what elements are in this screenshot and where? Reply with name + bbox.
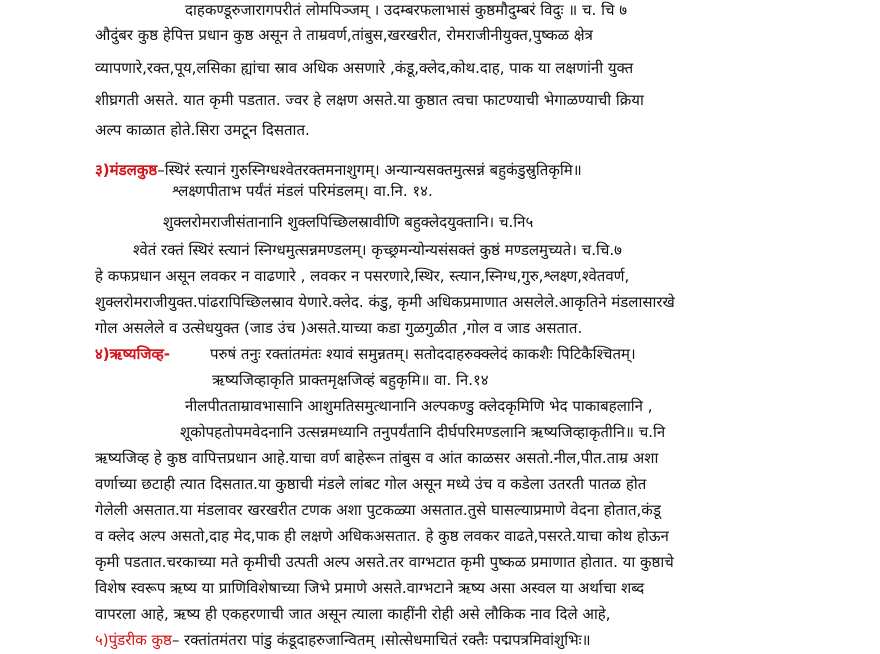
- text-line: श्लक्ष्णपीताभ पर्यंतं मंडलं परिमंडलम्। वा.नि. १४.: [172, 182, 433, 200]
- text-line: विशेष स्वरूप ऋष्य या प्राणिविशेषाच्या जिभे प्रमाणे असते.वाग्भटाने ऋष्य असा अस्वल या अर्थाचा शब्द: [95, 579, 645, 597]
- section-line: ४)ऋष्यजिव्ह- परुषं तनुः रक्तांतमंतः श्यावं समुन्नतम्। सतोददाहरुक्क्लेदं काकशैः पिटिकैश्चितम्।: [95, 345, 636, 363]
- text-line: नीलपीतताम्रावभासानि आशुमतिसमुत्थानानि अल्पकण्डु क्लेदकृमिणि भेद पाकाबहलानि ,: [185, 397, 653, 415]
- section-heading: ४)ऋष्यजिव्ह-: [95, 345, 171, 363]
- text-line: शुक्लरोमराजीसंतानानि शुक्लपिच्छिलस्रावीणि बहुक्लेदयुक्तानि। च.नि५: [163, 213, 534, 231]
- text-line: शीघ्रगती असते. यात कृमी पडतात. ज्वर हे लक्षण असते.या कुष्ठात त्वचा फाटण्याची भेगाळण्याची क्रिया: [95, 91, 644, 109]
- text-line: अल्प काळात होते.सिरा उमटून दिसतात.: [95, 121, 310, 139]
- section-line: ५)पुंडरीक कुष्ठ– रक्तांतमंतरा पांडु कंडूदाहरुजान्वितम् ।सोत्सेधमाचितं रक्तैः पद्मपत्रमिवांशुभिः॥: [95, 631, 591, 649]
- text-line: शुक्लरोमराजीयुक्त.पांढरापिच्छिलस्राव येणारे.क्लेद. कंडु, कृमी अधिकप्रमाणात असलेले.आकृतिने मंडलासारखे: [95, 293, 675, 311]
- text-line: कृमी पडतात.चरकाच्या मते कृमीची उत्पती अल्प असते.तर वाग्भटात कृमी पुष्कळ प्रमाणात होतात. या कुष्ठाचे: [95, 553, 674, 571]
- text-line: शूकोपहतोपमवेदनानि उत्सन्नमध्यानि तनुपर्यंतानि दीर्घपरिमण्डलानि ऋष्यजिव्हाकृतीनि॥ च.नि: [180, 423, 666, 441]
- section-heading: ३)मंडलकुष्ठ: [95, 161, 158, 179]
- text-line: ऋष्यजिव्ह हे कुष्ठ वापित्तप्रधान आहे.याचा वर्ण बाहेरून तांबुस व आंत काळसर असतो.नील,पीत.ताम्र अशा: [95, 449, 659, 467]
- text-line: वापरला आहे, ऋष्य ही एकहरणाची जात असून त्याला काहींनी रोही असे लौकिक नाव दिले आहे,: [95, 605, 611, 623]
- text-line: गेलेली असतात.या मंडलावर खरखरीत टणक अशा पुटकळ्या असतात.तुसे घासल्याप्रमाणे वेदना होतात,कंडू: [95, 501, 661, 519]
- text-line: ऋष्यजिव्हाकृति प्राक्तमृक्षजिव्हं बहुकृमि॥ वा. नि.१४: [212, 371, 489, 389]
- text-line: व्यापणारे,रक्त,पूय,लसिका ह्यांचा स्राव अधिक असणारे ,कंडू,क्लेद,कोथ.दाह, पाक या लक्षणांनी युक्त: [95, 59, 634, 77]
- text-line: श्वेतं रक्तं स्थिरं स्त्यानं स्निग्धमुत्सन्नमण्डलम्। कृच्छ्रमन्योन्यसंसक्तं कुष्ठं मण्डलमुच्यते। च.चि.७: [133, 241, 622, 259]
- text-line: गोल असलेले व उत्सेधयुक्त (जाड उंच )असते.याच्या कडा गुळगुळीत ,गोल व जाड असतात.: [95, 319, 583, 337]
- text-line: वर्णाच्या छटाही त्यात दिसतात.या कुष्ठाची मंडले लांबट गोल असून मध्ये उंच व कडेला उतरती पातळ होत: [95, 475, 647, 493]
- text-line: औदुंबर कुष्ठ हेपित्त प्रधान कुष्ठ असून ते ताम्रवर्ण,तांबुस,खरखरीत, रोमराजीनीयुक्त,पुष्कळ क्षेत्र: [95, 26, 593, 44]
- text-line: हे कफप्रधान असून लवकर न वाढणारे , लवकर न पसरणारे,स्थिर, स्त्यान,स्निग्ध,गुरु,श्लक्ष्ण,श्वेतवर्ण,: [95, 267, 630, 285]
- section-heading: ५)पुंडरीक कुष्ठ: [95, 631, 172, 649]
- text-line: दाहकण्डूरुजारागपरीतं लोमपिञ्जम् । उदम्बरफलाभासं कुष्ठमौदुम्बरं विदुः ॥ च. चि ७: [185, 1, 628, 19]
- text-line: व क्लेद अल्प असतो,दाह मेद,पाक ही लक्षणे अधिकअसतात. हे कुष्ठ लवकर वाढते,पसरते.याचा कोथ होऊन: [95, 527, 669, 545]
- section-line: ३)मंडलकुष्ठ–स्थिरं स्त्यानं गुरुस्निग्धश्वेतरक्तमनाशुगम्। अन्यान्यसक्तमुत्सन्नं बहुकंडुस्रुतिकृमि॥: [95, 161, 582, 179]
